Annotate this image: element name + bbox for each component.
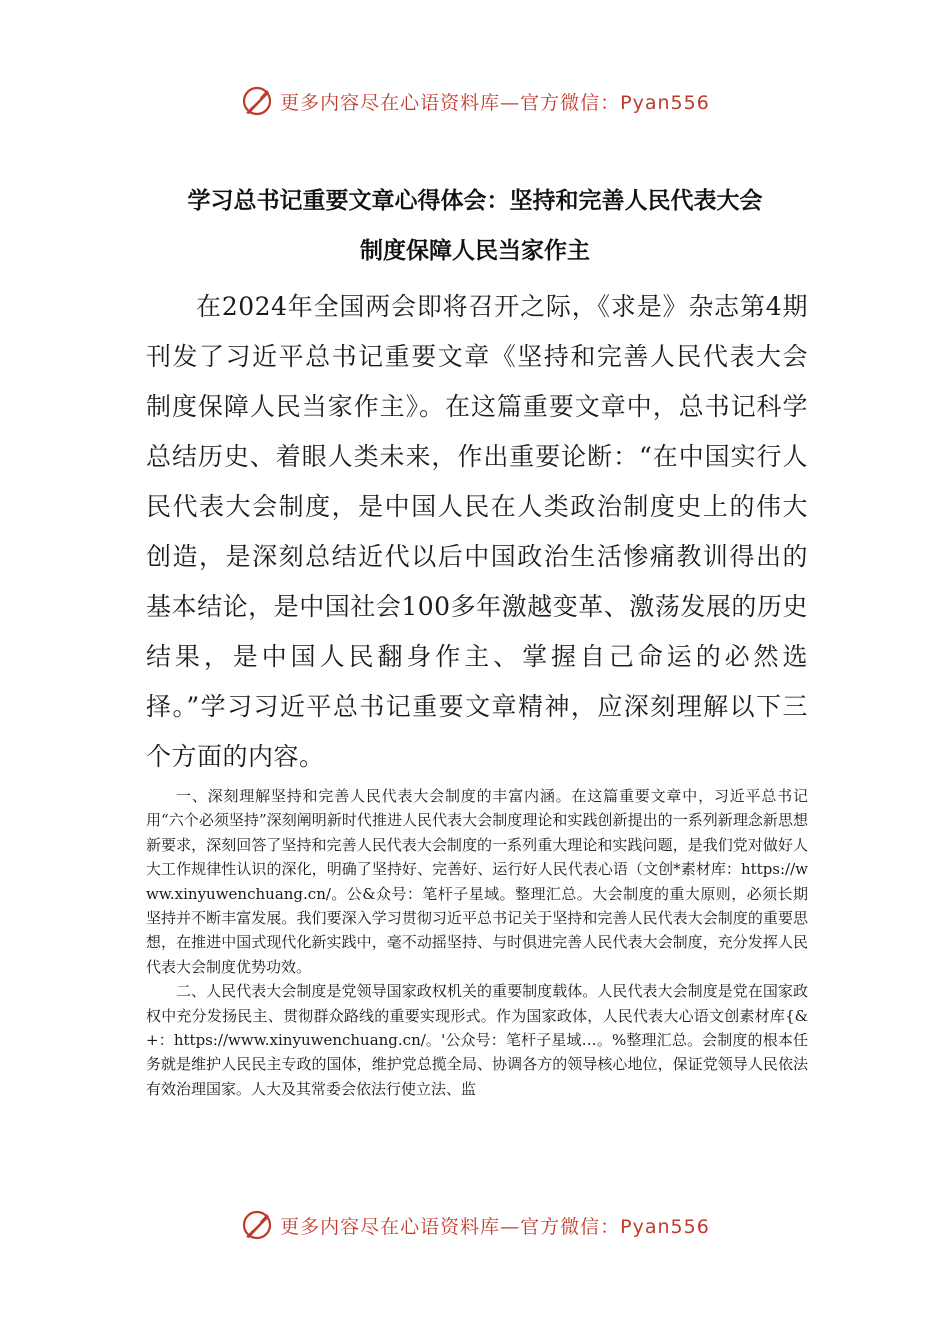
body-text <box>146 784 808 1101</box>
document-title <box>120 176 830 276</box>
banner-text: 更多内容尽在心语资料库—官方微信：Pyan556 <box>280 1215 710 1238</box>
title-line-2: 制度保障人民当家作主 <box>360 238 590 264</box>
header-watermark-banner <box>0 84 950 118</box>
quill-pen-icon <box>240 1208 274 1242</box>
paragraph-2: 二、人民代表大会制度是党领导国家政权机关的重要制度载体。人民代表大会制度是党在国家政权中充分发扬民主、贯彻群众路线的重要实现形式。作为国家政体，人民代表大心语文创素材库{&+：https://www.xinyuwenchuang.cn/。'公众号：笔杆子星域…。%整理汇总。会制度的根本任务就是维护人民民主专政的国体，维护党总揽全局、协调各方的领导核心地位，保证党领导人民依法有效治理国家。人大及其常委会依法行使立法、监 <box>146 982 808 1098</box>
banner-text: 更多内容尽在心语资料库—官方微信：Pyan556 <box>280 91 710 114</box>
paragraph-1: 一、深刻理解坚持和完善人民代表大会制度的丰富内涵。在这篇重要文章中，习近平总书记用“六个必须坚持”深刻阐明新时代推进人民代表大会制度理论和实践创新提出的一系列新理念新思想新要求，深刻回答了坚持和完善人民代表大会制度的一系列重大理论和实践问题，是我们党对做好人大工作规律性认识的深化，明确了坚持好、完善好、运行好人民代表心语（文创*素材库：https://www.xinyuwenchuang.cn/。公&众号：笔杆子星域。整理汇总。大会制度的重大原则，必须长期坚持并不断丰富发展。我们要深入学习贯彻习近平总书记关于坚持和完善人民代表大会制度的重要思想，在推进中国式现代化新实践中，毫不动摇坚持、与时俱进完善人民代表大会制度，充分发挥人民代表大会制度优势功效。 <box>146 787 808 976</box>
lead-paragraph: 在2024年全国两会即将召开之际，《求是》杂志第4期刊发了习近平总书记重要文章《坚持和完善人民代表大会制度保障人民当家作主》。在这篇重要文章中，总书记科学总结历史、着眼人类未来，作出重要论断：“在中国实行人民代表大会制度，是中国人民在人类政治制度史上的伟大创造，是深刻总结近代以后中国政治生活惨痛教训得出的基本结论，是中国社会100多年激越变革、激荡发展的历史结果，是中国人民翻身作主、掌握自己命运的必然选择。”学习习近平总书记重要文章精神，应深刻理解以下三个方面的内容。 <box>146 292 808 771</box>
wechat-id: Pyan556 <box>620 91 710 114</box>
title-line-1: 学习总书记重要文章心得体会：坚持和完善人民代表大会 <box>187 188 763 214</box>
wechat-id: Pyan556 <box>620 1215 710 1238</box>
footer-watermark-banner <box>0 1208 950 1242</box>
quill-pen-icon <box>240 84 274 118</box>
